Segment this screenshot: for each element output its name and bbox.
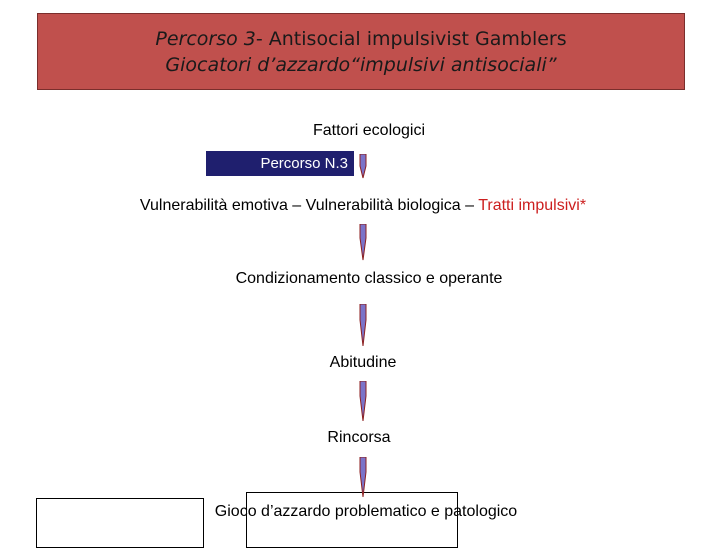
node-condizionamento: Condizionamento classico e operante — [235, 270, 503, 287]
vulnerabilita-text: Vulnerabilità emotiva – Vulnerabilità biologica – — [139, 197, 479, 214]
node-rincorsa: Rincorsa — [327, 429, 391, 446]
arrow-down-icon — [356, 457, 370, 499]
arrow-down-icon — [356, 304, 370, 348]
title-rest: - Antisocial impulsivist Gamblers — [255, 27, 567, 50]
node-vulnerabilita — [140, 197, 586, 215]
tratti-impulsivi-text: Tratti impulsivi* — [478, 197, 587, 214]
title-line-2: Giocatori d’azzardo“impulsivi antisociali” — [165, 53, 557, 76]
arrow-down-icon — [356, 224, 370, 262]
arrow-down-icon — [356, 381, 370, 423]
arrow-down-icon — [356, 154, 370, 180]
bottom-box-left — [36, 498, 204, 548]
title-banner — [37, 13, 685, 90]
percorso-badge: Percorso N.3 — [206, 151, 354, 176]
node-fattori-ecologici: Fattori ecologici — [312, 122, 426, 139]
node-abitudine: Abitudine — [329, 354, 397, 371]
title-italic: Percorso 3 — [155, 27, 256, 50]
node-gioco-azzardo: Gioco d’azzardo problematico e patologico — [214, 503, 518, 520]
title-line-1 — [155, 26, 566, 52]
